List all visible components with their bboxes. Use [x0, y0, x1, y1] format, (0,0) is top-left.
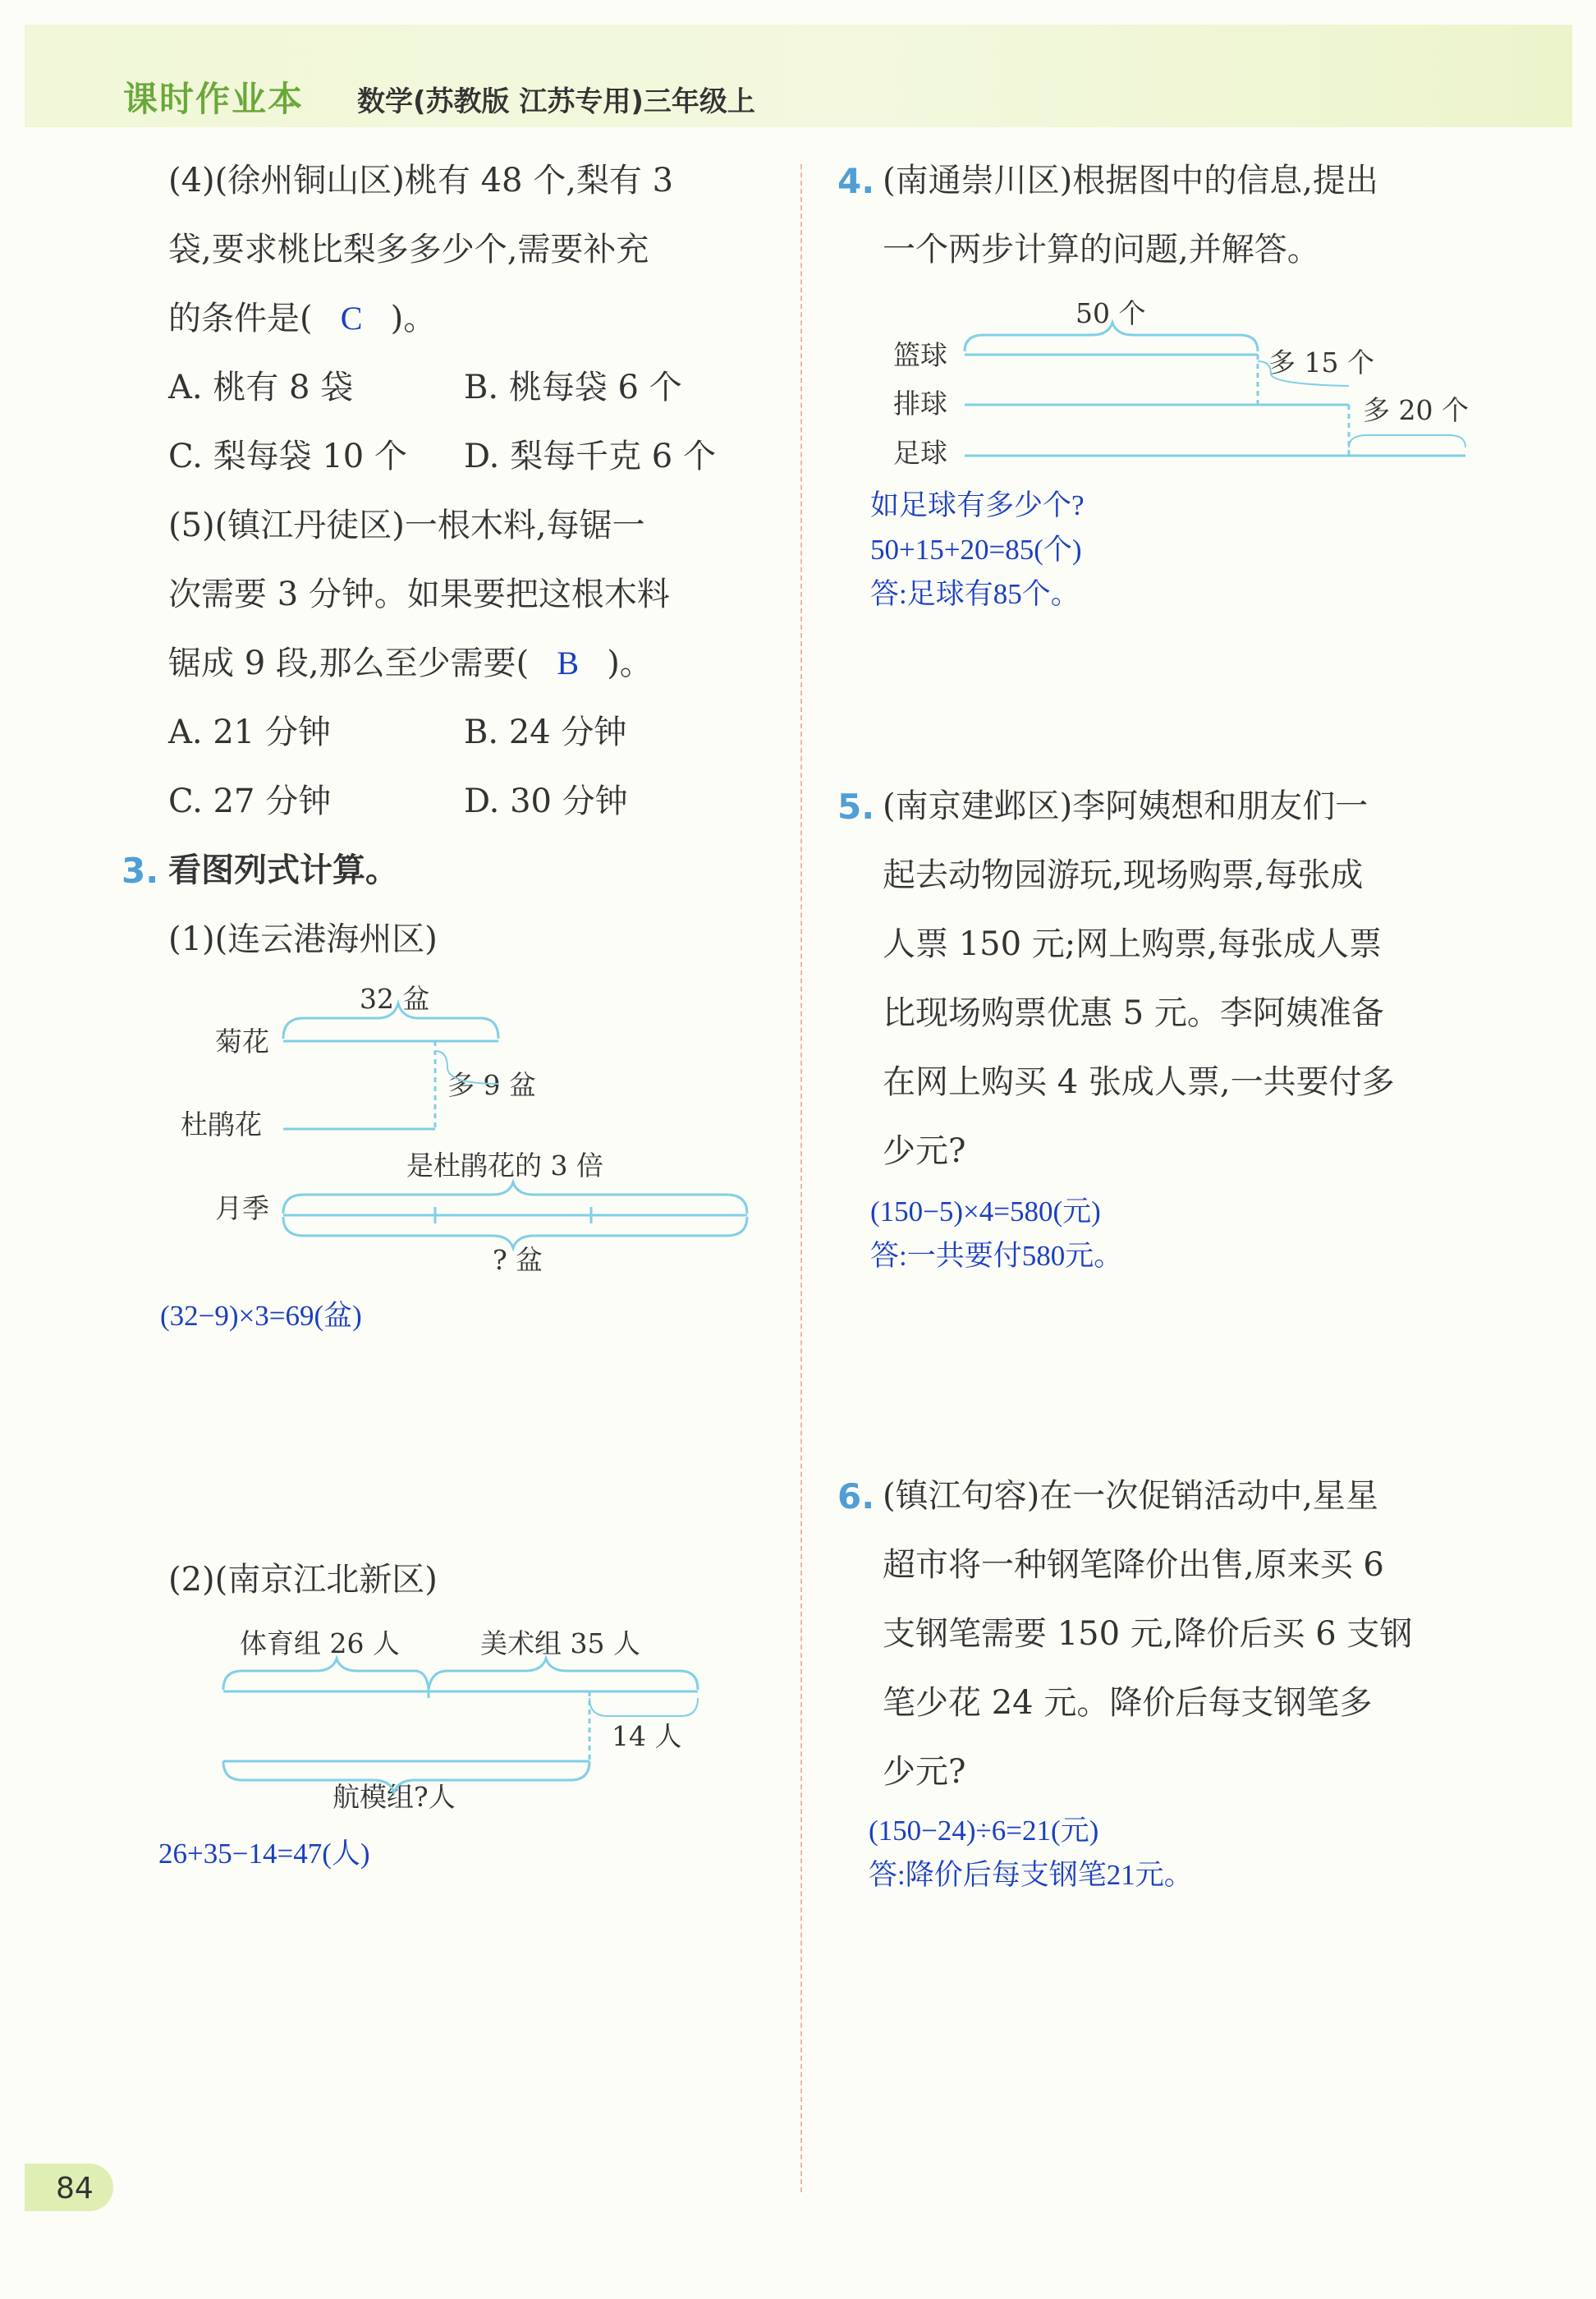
q6-line3: 支钢笔需要 150 元,降价后买 6 支钢 — [883, 1615, 1413, 1653]
q3-2-diff-label: 14 人 — [612, 1720, 682, 1752]
q2-4-line3-pre: 的条件是( — [168, 300, 313, 337]
q3-2-answer: 26+35−14=47(人) — [158, 1838, 370, 1870]
q5-line3: 人票 150 元;网上购票,每张成人票 — [883, 925, 1382, 963]
q4-diff2-brace — [1349, 435, 1465, 447]
q4-diff2-label: 多 20 个 — [1363, 394, 1469, 426]
q6-line4: 笔少花 24 元。降价后每支钢笔多 — [883, 1684, 1373, 1722]
q3-1-unknown-label: ? 盆 — [493, 1244, 543, 1276]
q3-part2-label: (2)(南京江北新区) — [168, 1561, 438, 1599]
q5-line2: 起去动物园游玩,现场购票,每张成 — [883, 856, 1364, 894]
q3-1-label-chrysanthemum: 菊花 — [215, 1026, 269, 1058]
book-title: 课时作业本 — [123, 79, 305, 119]
q4-answer-line2: 50+15+20=85(个) — [870, 534, 1082, 566]
q6-line5: 少元? — [883, 1753, 966, 1791]
q2-4-option-c: C. 梨每袋 10 个 — [168, 438, 407, 475]
q2-5-option-d: D. 30 分钟 — [464, 782, 628, 820]
q4-diff1-label: 多 15 个 — [1268, 346, 1374, 379]
q3-1-label-azalea: 杜鹃花 — [181, 1108, 262, 1140]
q4-answer-line1: 如足球有多少个? — [870, 489, 1085, 521]
q2-5-answer: B — [557, 645, 580, 681]
q6-answer-line1: (150−24)÷6=21(元) — [869, 1815, 1099, 1847]
q5-line6: 少元? — [883, 1132, 966, 1170]
q2-5-line2: 次需要 3 分钟。如果要把这根木料 — [168, 576, 670, 613]
q5-line5: 在网上购买 4 张成人票,一共要付多 — [883, 1063, 1395, 1101]
q2-5-line3-post: )。 — [607, 645, 653, 682]
q3-1-answer: (32−9)×3=69(盆) — [160, 1300, 362, 1332]
book-subtitle: 数学(苏教版 江苏专用)三年级上 — [357, 85, 755, 118]
q6-line1: (镇江句容)在一次促销活动中,星星 — [883, 1477, 1378, 1515]
q5-answer-line2: 答:一共要付580元。 — [870, 1240, 1123, 1272]
page-number: 84 — [56, 2172, 94, 2205]
q5-answer-line1: (150−5)×4=580(元) — [870, 1195, 1101, 1228]
q3-1-top-brace-label: 32 盆 — [360, 983, 430, 1015]
q4-label-volleyball: 排球 — [893, 388, 947, 420]
q2-4-option-d: D. 梨每千克 6 个 — [464, 438, 716, 475]
q3-1-diff-label: 多 9 盆 — [447, 1069, 536, 1101]
q2-5-line1: (5)(镇江丹徒区)一根木料,每锯一 — [168, 507, 645, 544]
q6-line2: 超市将一种钢笔降价出售,原来买 6 — [883, 1546, 1384, 1584]
q3-2-unknown-label: 航模组?人 — [332, 1781, 456, 1813]
q4-line1: (南通崇川区)根据图中的信息,提出 — [883, 162, 1378, 200]
q2-4-line1: (4)(徐州铜山区)桃有 48 个,梨有 3 — [168, 162, 674, 200]
q2-5-option-a: A. 21 分钟 — [168, 714, 331, 751]
q4-diff1-brace — [1258, 361, 1349, 386]
q4-answer-line3: 答:足球有85个。 — [870, 578, 1080, 610]
q4-line2: 一个两步计算的问题,并解答。 — [883, 231, 1320, 268]
q3-1-label-rose: 月季 — [215, 1192, 269, 1224]
q3-2-group-b-label: 美术组 35 人 — [480, 1627, 640, 1659]
q3-part1-label: (1)(连云港海州区) — [168, 920, 438, 958]
q5-number: 5. — [837, 787, 875, 827]
q2-4-option-b: B. 桃每袋 6 个 — [464, 369, 682, 406]
q2-5-option-c: C. 27 分钟 — [168, 782, 332, 820]
q4-top-brace — [965, 323, 1258, 351]
q3-1-relation-label: 是杜鹃花的 3 倍 — [406, 1150, 603, 1182]
q2-4-line3-post: )。 — [390, 300, 437, 337]
q4-label-basketball: 篮球 — [893, 339, 947, 371]
q2-4-option-a: A. 桃有 8 袋 — [168, 369, 354, 406]
q4-label-football: 足球 — [893, 437, 947, 469]
q2-4-line2: 袋,要求桃比梨多多少个,需要补充 — [168, 231, 649, 268]
q5-line4: 比现场购票优惠 5 元。李阿姨准备 — [883, 994, 1384, 1032]
q6-number: 6. — [837, 1476, 875, 1517]
q3-number: 3. — [122, 851, 159, 891]
q2-5-option-b: B. 24 分钟 — [464, 714, 627, 751]
q5-line1: (南京建邺区)李阿姨想和朋友们一 — [883, 787, 1369, 825]
q4-top-brace-label: 50 个 — [1075, 297, 1146, 329]
q3-title: 看图列式计算。 — [168, 851, 398, 889]
q2-4-answer: C — [340, 300, 363, 337]
q6-answer-line2: 答:降价后每支钢笔21元。 — [869, 1859, 1193, 1891]
q3-2-group-a-label: 体育组 26 人 — [240, 1627, 400, 1659]
q4-number: 4. — [837, 161, 875, 201]
q2-5-line3-pre: 锯成 9 段,那么至少需要( — [168, 645, 530, 682]
